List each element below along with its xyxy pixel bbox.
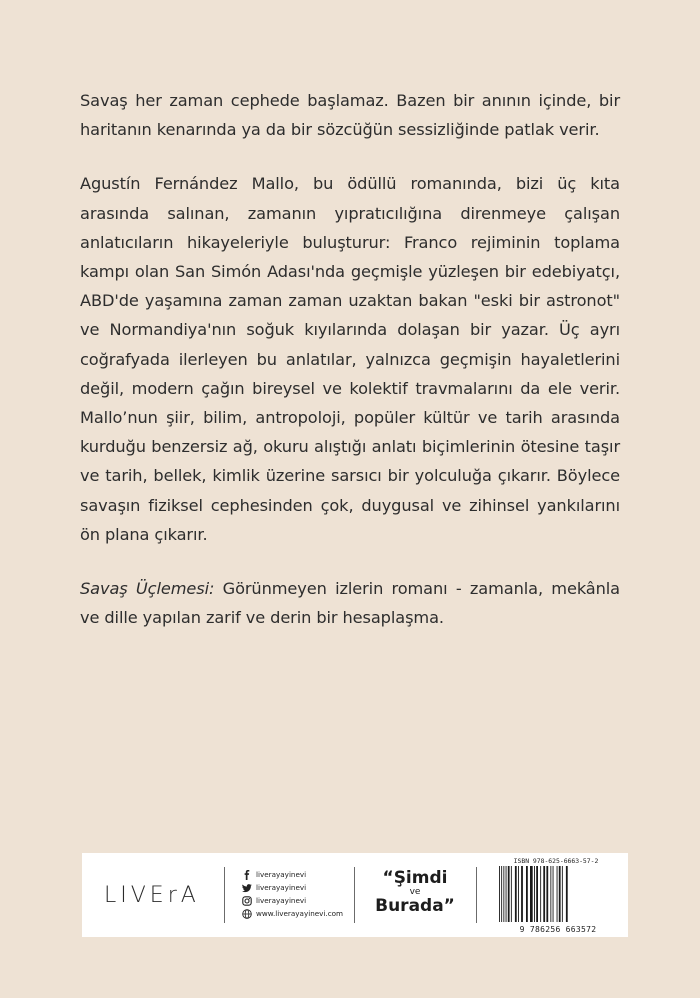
barcode-bar <box>550 866 551 922</box>
barcode-bar <box>501 866 502 922</box>
social-text-instagram: liverayayinevi <box>256 896 307 905</box>
social-text-twitter: liverayayinevi <box>256 883 307 892</box>
barcode-bar <box>518 866 519 922</box>
barcode-bar <box>499 866 500 922</box>
divider-1 <box>224 867 225 923</box>
twitter-icon <box>242 883 252 893</box>
social-row-twitter[interactable] <box>242 881 362 894</box>
publisher-strip <box>82 853 628 937</box>
globe-icon <box>242 909 252 919</box>
barcode-bar <box>546 866 548 922</box>
back-cover-blurb <box>80 86 620 657</box>
blurb-paragraph-3-text: Görünmeyen izlerin romanı - zamanla, mekânla ve dille yapılan zarif ve derin bir hesaplaşma. <box>80 579 621 628</box>
barcode-bar <box>543 866 545 922</box>
social-links <box>242 868 362 920</box>
blurb-paragraph-3 <box>80 574 620 632</box>
barcode-bar <box>506 866 507 922</box>
barcode-bar <box>540 866 541 922</box>
series-logo-line-1: “Şimdi <box>382 868 448 888</box>
barcode-bar <box>508 866 510 922</box>
divider-2 <box>354 867 355 923</box>
barcode-bar <box>530 866 533 922</box>
barcode-bars <box>499 866 568 922</box>
facebook-icon <box>242 870 252 880</box>
barcode-bar <box>503 866 504 922</box>
barcode-bar <box>521 866 523 922</box>
barcode-bar <box>511 866 512 922</box>
blurb-paragraph-2: Agustín Fernández Mallo, bu ödüllü romanında, bizi üç kıta arasında salınan, zamanın yıpratıcılığına direnmeye çalışan anlatıcıların hikayeleriyle buluşturur: Franco rejiminin toplama kampı olan San Simón Adası'nda geçmişle yüzleşen bir edebiyatçı, ABD'de yaşamına zaman zaman uzaktan bakan "eski bir astronot" ve Normandiya'nın soğuk kıyılarında dolaşan bir yazar. Üç ayrı coğrafyada ilerleyen bu anlatılar, yalnızca geçmişin hayaletlerini değil, modern çağın bireysel ve kolektif travmalarını da ele verir. Mallo’nun şiir, bilim, antropoloji, popüler kültür ve tarih arasında kurduğu benzersiz ağ, okuru alıştığı anlatı biçimlerinin ötesine taşır ve tarih, bellek, kimlik üzerine sarsıcı bir yolculuğa çıkarır. Böylece savaşın fiziksel cephesinden çok, duygusal ve zihinsel yankılarını ön plana çıkarır. <box>80 174 620 544</box>
series-title-italic: Savaş Üçlemesi: <box>80 579 215 599</box>
social-row-facebook[interactable] <box>242 868 362 881</box>
series-logo-ve: ve <box>409 887 421 897</box>
instagram-icon <box>242 896 252 906</box>
social-row-instagram[interactable] <box>242 894 362 907</box>
social-text-website: www.liverayayinevi.com <box>256 909 344 918</box>
series-logo <box>356 870 474 915</box>
series-logo-line-2: Burada” <box>375 896 455 916</box>
social-text-facebook: liverayayinevi <box>256 870 307 879</box>
barcode-bar <box>526 866 528 922</box>
isbn-barcode <box>493 856 619 934</box>
social-row-website[interactable] <box>242 907 362 920</box>
publisher-logo: LIVErA <box>104 883 200 908</box>
barcode-bar <box>553 866 554 922</box>
isbn-label: ISBN 978-625-6663-57-2 <box>513 857 599 865</box>
barcode-digits: 9 786256 663572 <box>519 925 597 934</box>
barcode-bar <box>566 866 568 922</box>
barcode-bar <box>562 866 563 922</box>
barcode-bar <box>559 866 561 922</box>
barcode-bar <box>534 866 535 922</box>
divider-3 <box>476 867 477 923</box>
barcode-bar <box>557 866 558 922</box>
blurb-paragraph-1: Savaş her zaman cephede başlamaz. Bazen bir anının içinde, bir haritanın kenarında ya da bir sözcüğün sessizliğinde patlak verir. <box>80 91 620 140</box>
barcode-bar <box>515 866 517 922</box>
barcode-bar <box>536 866 538 922</box>
